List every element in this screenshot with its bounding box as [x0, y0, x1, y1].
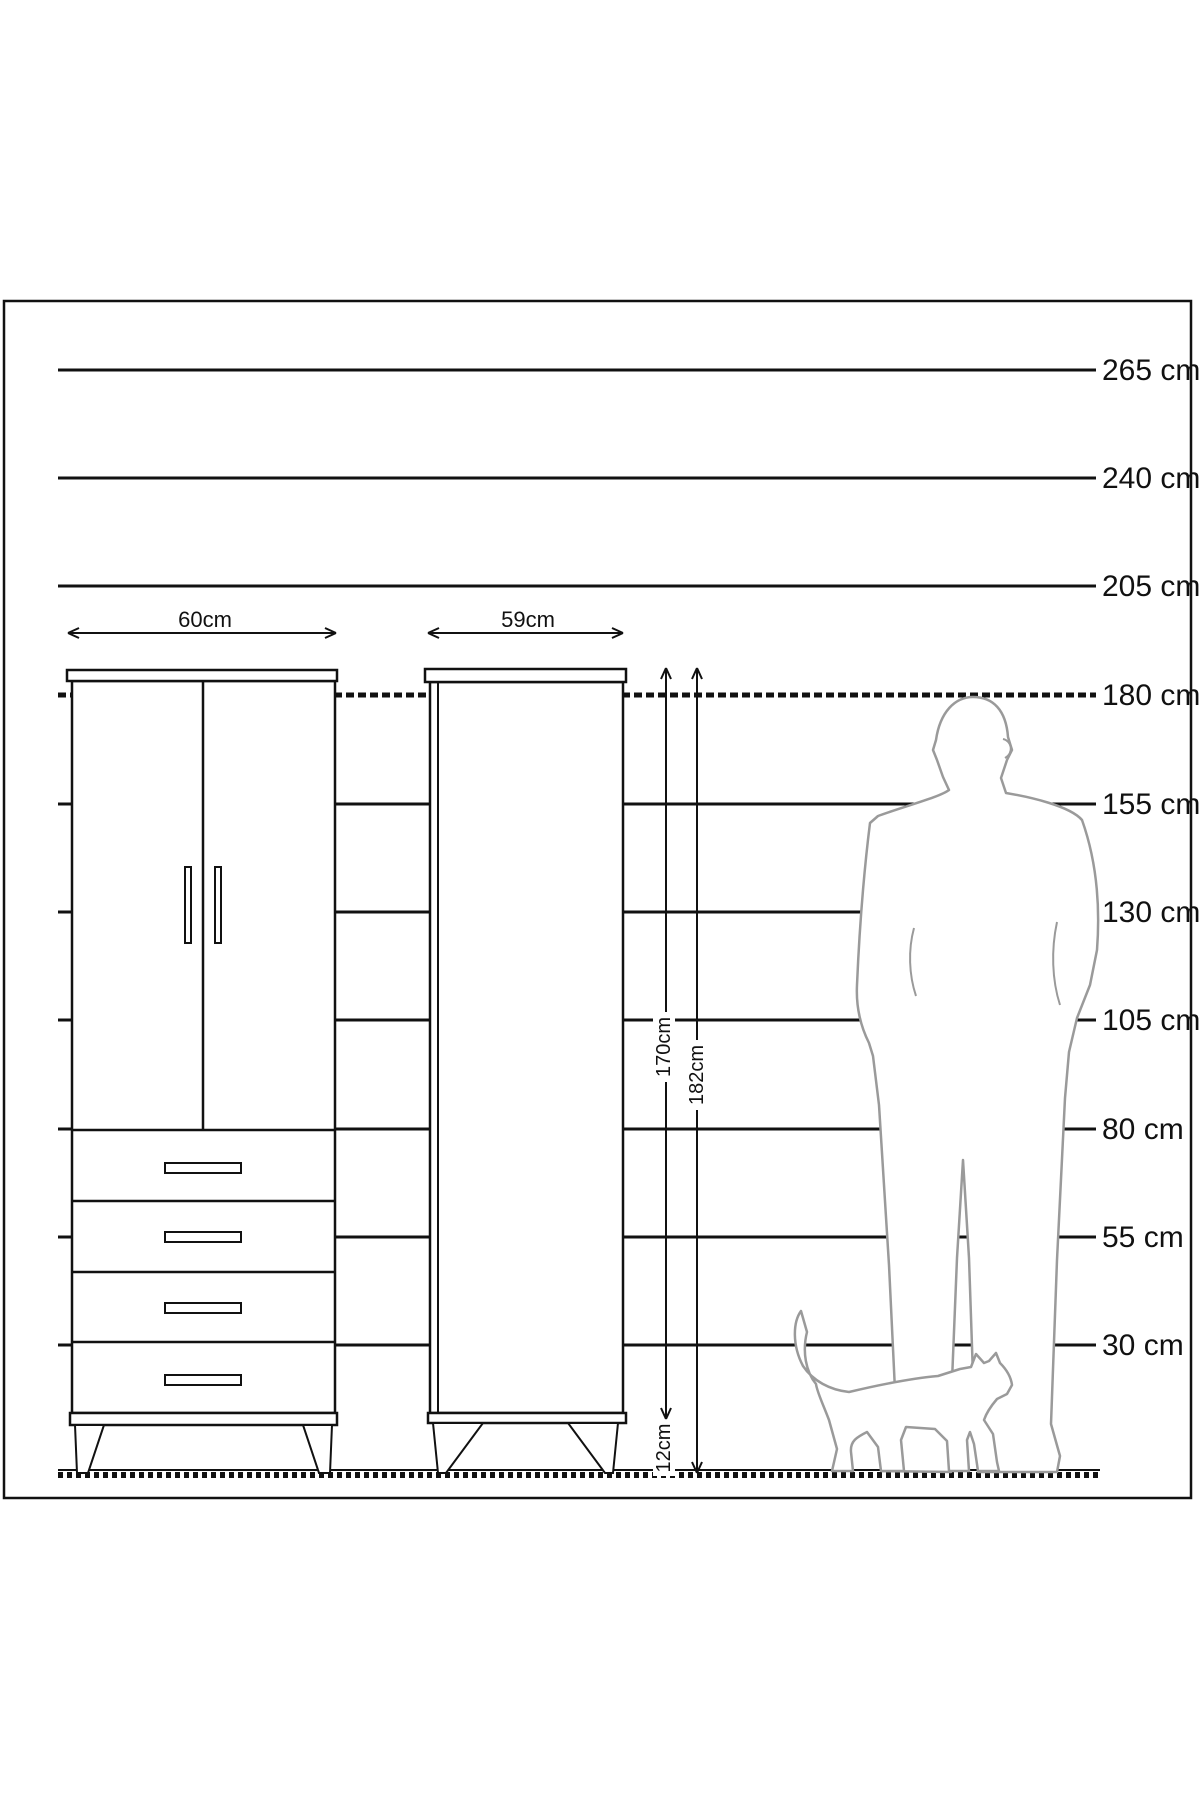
wardrobe-drawer-handle: [165, 1303, 241, 1313]
height-label-205: 205 cm: [1102, 570, 1200, 603]
height-label-80: 80 cm: [1102, 1113, 1184, 1146]
cabinet-width-label: 59cm: [483, 608, 573, 632]
wardrobe: [67, 670, 337, 1473]
wardrobe-drawer-handle: [165, 1163, 241, 1173]
body-height-label: 170cm: [653, 1012, 675, 1082]
leg-height-label: 12cm: [653, 1420, 675, 1476]
height-label-30: 30 cm: [1102, 1329, 1184, 1362]
height-label-240: 240 cm: [1102, 462, 1200, 495]
wardrobe-left-leg: [75, 1425, 104, 1473]
tall-cabinet: [425, 669, 626, 1473]
height-label-265: 265 cm: [1102, 354, 1200, 387]
total-height-label: 182cm: [686, 1040, 708, 1110]
wardrobe-bottom-board: [70, 1413, 337, 1425]
wardrobe-right-door-handle: [215, 867, 221, 943]
wardrobe-drawer-handle: [165, 1375, 241, 1385]
wardrobe-width-label: 60cm: [160, 608, 250, 632]
cabinet-top-board: [425, 669, 626, 682]
wardrobe-top-board: [67, 670, 337, 681]
cabinet-body: [430, 682, 623, 1413]
wardrobe-drawer-handle: [165, 1232, 241, 1242]
height-label-180: 180 cm: [1102, 679, 1200, 712]
cabinet-right-leg: [568, 1423, 618, 1473]
height-label-105: 105 cm: [1102, 1004, 1200, 1037]
wardrobe-left-door-handle: [185, 867, 191, 943]
cabinet-bottom-board: [428, 1413, 626, 1423]
wardrobe-right-leg: [303, 1425, 332, 1473]
height-label-130: 130 cm: [1102, 896, 1200, 929]
height-label-55: 55 cm: [1102, 1221, 1184, 1254]
cabinet-left-leg: [433, 1423, 483, 1473]
height-label-155: 155 cm: [1102, 788, 1200, 821]
